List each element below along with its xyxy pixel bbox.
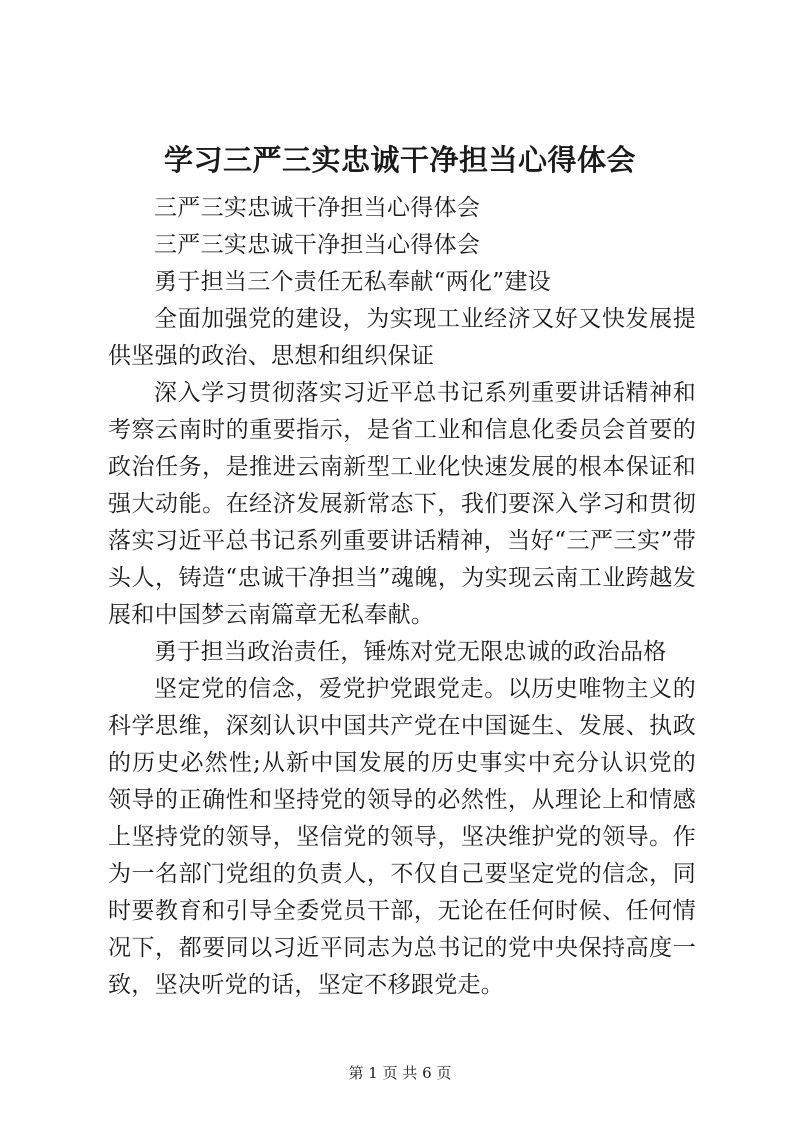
body-paragraph: 三严三实忠诚干净担当心得体会 — [154, 232, 481, 258]
body-paragraph: 深入学习贯彻落实习近平总书记系列重要讲话精神和考察云南时的重要指示，是省工业和信息化委员会首要的政治任务，是推进云南新型工业化快速发展的根本保证和强大动能。在经济发展新常态下，我们要深入学习和贯彻落实习近平总书记系列重要讲话精神，当好“三严三实”带头人，铸造“忠诚干净担当”魂魄，为实现云南工业跨越发展和中国梦云南篇章无私奉献。 — [108, 380, 696, 628]
document-body — [108, 190, 696, 1004]
section-heading: 勇于担当三个责任无私奉献“两化”建设 — [154, 269, 551, 295]
body-paragraph: 三严三实忠诚干净担当心得体会 — [154, 195, 481, 221]
document-title: 学习三严三实忠诚干净担当心得体会 — [163, 143, 636, 177]
page-number-footer: 第 1 页 共 6 页 — [348, 1064, 452, 1082]
section-subheading: 全面加强党的建设，为实现工业经济又好又快发展提供坚强的政治、思想和组织保证 — [108, 306, 696, 369]
section-subheading: 勇于担当政治责任，锤炼对党无限忠诚的政治品格 — [154, 639, 667, 665]
body-paragraph: 坚定党的信念，爱党护党跟党走。以历史唯物主义的科学思维，深刻认识中国共产党在中国诞生、发展、执政的历史必然性;从新中国发展的历史事实中充分认识党的领导的正确性和坚持党的领导的必然性，从理论上和情感上坚持党的领导，坚信党的领导，坚决维护党的领导。作为一名部门党组的负责人，不仅自己要坚定党的信念，同时要教育和引导全委党员干部，无论在任何时候、任何情况下，都要同以习近平同志为总书记的党中央保持高度一致，坚决听党的话，坚定不移跟党走。 — [108, 676, 696, 998]
